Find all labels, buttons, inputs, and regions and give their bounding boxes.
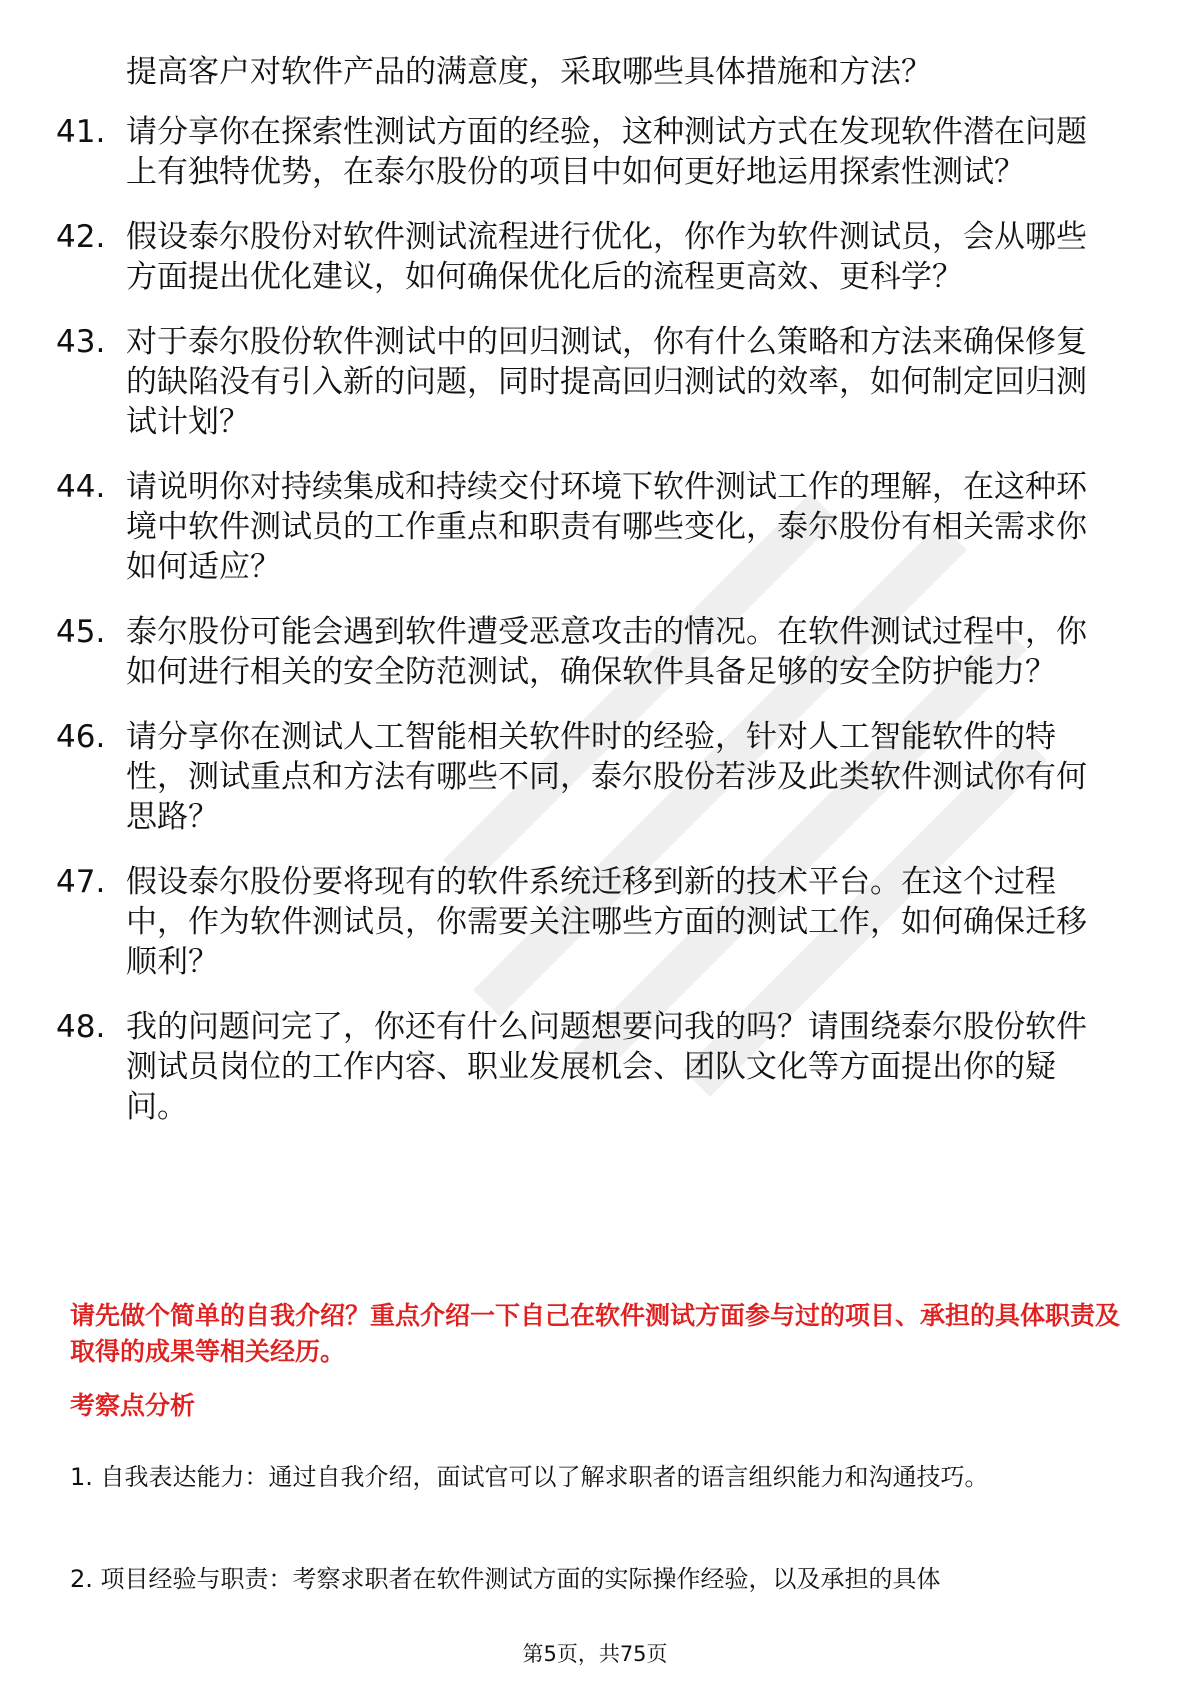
question-item bbox=[56, 217, 1116, 297]
analysis-point: 2. 项目经验与职责：考察求职者在软件测试方面的实际操作经验，以及承担的具体 bbox=[70, 1565, 941, 1593]
question-text: 泰尔股份可能会遇到软件遭受恶意攻击的情况。在软件测试过程中，你如何进行相关的安全防范测试，确保软件具备足够的安全防护能力？ bbox=[126, 614, 1087, 690]
question-number: 47. bbox=[56, 864, 106, 900]
question-item bbox=[56, 467, 1116, 587]
section-question-heading: 请先做个简单的自我介绍？重点介绍一下自己在软件测试方面参与过的项目、承担的具体职责及取得的成果等相关经历。 bbox=[70, 1301, 1121, 1366]
question-text: 我的问题问完了，你还有什么问题想要问我的吗？请围绕泰尔股份软件测试员岗位的工作内容、职业发展机会、团队文化等方面提出你的疑问。 bbox=[126, 1009, 1087, 1125]
question-number: 45. bbox=[56, 614, 106, 650]
question-number: 42. bbox=[56, 219, 106, 255]
analysis-title: 考察点分析 bbox=[70, 1391, 196, 1420]
question-text: 请分享你在测试人工智能相关软件时的经验，针对人工智能软件的特性，测试重点和方法有哪些不同，泰尔股份若涉及此类软件测试你有何思路？ bbox=[126, 719, 1087, 835]
question-number: 41. bbox=[56, 114, 106, 150]
question-text: 假设泰尔股份要将现有的软件系统迁移到新的技术平台。在这个过程中，作为软件测试员，你需要关注哪些方面的测试工作，如何确保迁移顺利？ bbox=[126, 864, 1087, 980]
question-number: 46. bbox=[56, 719, 106, 755]
question-item bbox=[56, 322, 1116, 442]
question-item bbox=[56, 1007, 1116, 1127]
question-number: 43. bbox=[56, 324, 106, 360]
page-footer: 第5页，共75页 bbox=[522, 1642, 668, 1666]
question-item bbox=[56, 717, 1116, 837]
question-number: 44. bbox=[56, 469, 106, 505]
question-list bbox=[56, 112, 1116, 1152]
question-item bbox=[56, 112, 1116, 192]
question-text: 对于泰尔股份软件测试中的回归测试，你有什么策略和方法来确保修复的缺陷没有引入新的问题，同时提高回归测试的效率，如何制定回归测试计划？ bbox=[126, 324, 1087, 440]
question-item bbox=[56, 862, 1116, 982]
question-text: 请说明你对持续集成和持续交付环境下软件测试工作的理解，在这种环境中软件测试员的工作重点和职责有哪些变化，泰尔股份有相关需求你如何适应？ bbox=[126, 469, 1087, 585]
question-number: 48. bbox=[56, 1009, 106, 1045]
analysis-point: 1. 自我表达能力：通过自我介绍，面试官可以了解求职者的语言组织能力和沟通技巧。 bbox=[70, 1463, 989, 1491]
question-text: 请分享你在探索性测试方面的经验，这种测试方式在发现软件潜在问题上有独特优势，在泰尔股份的项目中如何更好地运用探索性测试？ bbox=[126, 114, 1087, 190]
question-text: 假设泰尔股份对软件测试流程进行优化，你作为软件测试员，会从哪些方面提出优化建议，如何确保优化后的流程更高效、更科学？ bbox=[126, 219, 1087, 295]
continued-question-text: 提高客户对软件产品的满意度，采取哪些具体措施和方法？ bbox=[126, 54, 932, 90]
question-item bbox=[56, 612, 1116, 692]
